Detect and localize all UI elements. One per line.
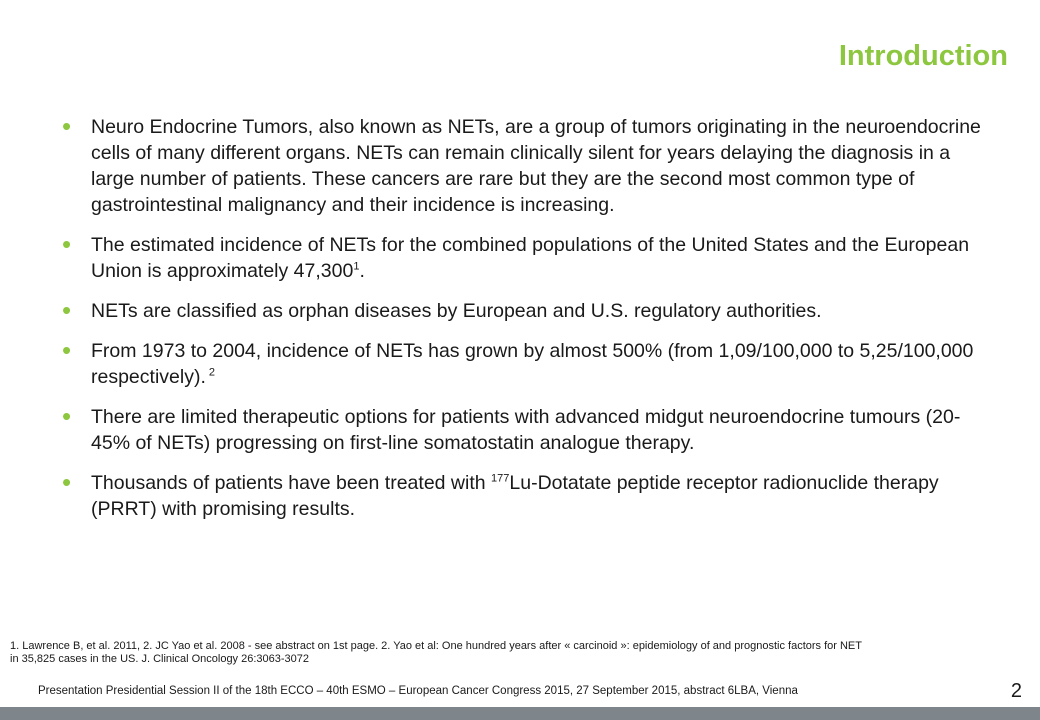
bullet-text: Neuro Endocrine Tumors, also known as NETs, are a group of tumors originating in the neuroendocrine cells of many different organs. NETs can remain clinically silent for years delaying the diagnosis in a large number of patients. These cancers are rare but they are the second most common type of gastrointestinal malignancy and their incidence is increasing. <box>91 116 981 216</box>
footer-text: Presentation Presidential Session II of the 18th ECCO – 40th ESMO – European Cancer Congress 2015, 27 September 2015, abstract 6LBA, Vienna <box>38 685 798 697</box>
bullet-dot-icon: • <box>62 335 72 365</box>
footnote-ref: 1 <box>353 260 360 273</box>
footnote: 1. Lawrence B, et al. 2011, 2. JC Yao et al. 2008 - see abstract on 1st page. 2. Yao et al: One hundred years after « carcinoid »: epidemiology of and prognostic factors for NET in 35,825 cases in the US. J. Clinical Oncology 26:3063-3072 <box>10 640 862 665</box>
bullet-text: There are limited therapeutic options for patients with advanced midgut neuroendocrine tumours (20-45% of NETs) progressing on first-line somatostatin analogue therapy. <box>91 406 961 454</box>
bullet-text: Thousands of patients have been treated with $^{177}$Lu-Dotatate peptide receptor radionuclide therapy (PRRT) with promising results. <box>91 472 939 520</box>
bullet-text: From 1973 to 2004, incidence of NETs has grown by almost 500% (from 1,09/100,000 to 5,25/100,000 respectively). $^2$ <box>91 340 974 388</box>
bullet-dot-icon: • <box>62 401 72 431</box>
bullet-dot-icon: • <box>62 111 72 141</box>
bullet-dot-icon: • <box>62 229 72 259</box>
slide-title: Introduction <box>838 40 1008 72</box>
page-number: 2 <box>1010 680 1022 702</box>
bullet-item <box>62 111 982 218</box>
bullet-item <box>62 295 982 325</box>
bullet-list <box>62 111 982 536</box>
bullet-text: NETs are classified as orphan diseases by European and U.S. regulatory authorities. <box>91 300 822 322</box>
bullet-dot-icon: • <box>62 467 72 497</box>
bullet-item <box>62 335 982 390</box>
bullet-item <box>62 229 982 284</box>
isotope-superscript: 177 <box>491 472 510 485</box>
bullet-item <box>62 467 982 522</box>
footnote-ref: 2 <box>205 366 216 379</box>
bullet-dot-icon: • <box>62 295 72 325</box>
bottom-bar <box>0 707 1040 720</box>
bullet-text: The estimated incidence of NETs for the combined populations of the United States and the European Union is approximately 47,300$^1$. <box>91 234 970 282</box>
bullet-item <box>62 401 982 456</box>
